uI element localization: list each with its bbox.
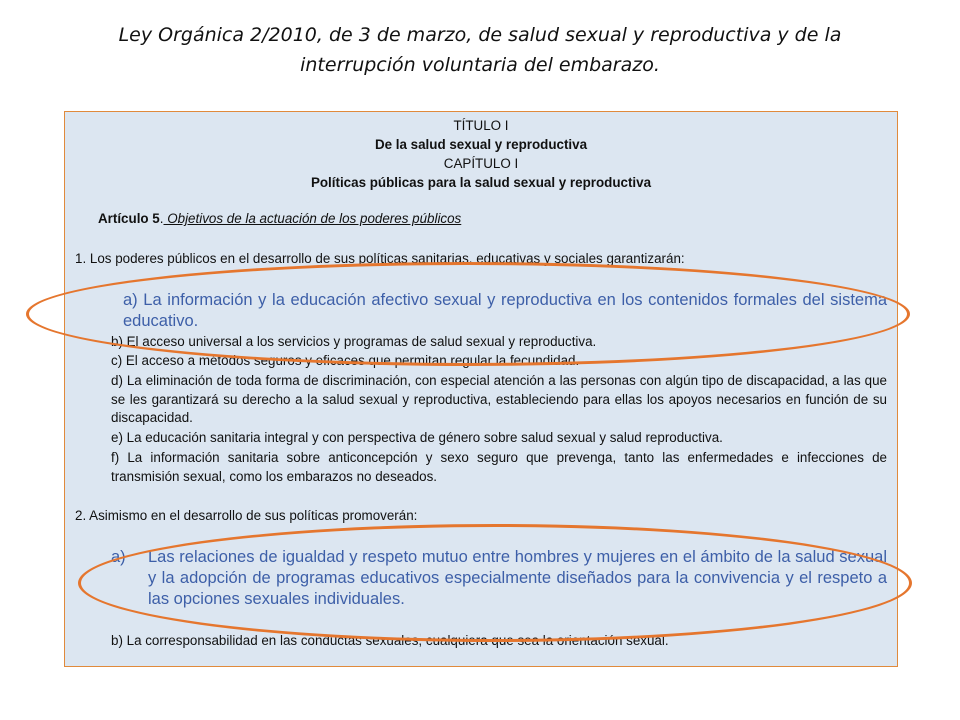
article-number: Artículo 5 <box>98 211 160 226</box>
s1-item-f: f) La información sanitaria sobre anticoncepción y sexo seguro que prevenga, tanto las enfermedades e infecciones de transmisión sexual, como los embarazos no deseados. <box>111 450 887 484</box>
article-title: Objetivos de la actuación de los poderes públicos <box>163 211 462 226</box>
section1-intro: 1. Los poderes públicos en el desarrollo de sus políticas sanitarias, educativas y sociales garantizarán: <box>75 251 685 266</box>
titulo-heading: TÍTULO I <box>453 118 509 133</box>
s1-item-a: a) La información y la educación afectivo sexual y reproductiva en los contenidos formales del sistema educativo. <box>123 291 887 330</box>
s2-item-a: Las relaciones de igualdad y respeto mutuo entre hombres y mujeres en el ámbito de la salud sexual y la adopción de programas educativos especialmente diseñados para la convivencia y el respeto a las opciones sexuales individuales. <box>148 548 887 608</box>
s1-item-e: e) La educación sanitaria integral y con perspectiva de género sobre salud sexual y salud reproductiva. <box>111 430 723 445</box>
s2-item-a-label: a) <box>111 548 126 566</box>
document-excerpt-box <box>64 111 898 667</box>
s1-item-c: c) El acceso a métodos seguros y eficaces que permitan regular la fecundidad. <box>111 353 580 368</box>
article-heading <box>98 211 461 226</box>
capitulo-heading: CAPÍTULO I <box>443 156 519 171</box>
capitulo-name: Políticas públicas para la salud sexual y reproductiva <box>310 175 652 190</box>
s1-item-b: b) El acceso universal a los servicios y programas de salud sexual y reproductiva. <box>111 334 597 349</box>
s2-item-b: b) La corresponsabilidad en las conductas sexuales, cualquiera que sea la orientación sexual. <box>111 633 669 648</box>
slide-title: Ley Orgánica 2/2010, de 3 de marzo, de salud sexual y reproductiva y de la interrupción voluntaria del embarazo. <box>118 24 842 76</box>
titulo-name: De la salud sexual y reproductiva <box>374 137 588 152</box>
s1-item-d: d) La eliminación de toda forma de discriminación, con especial atención a las personas con algún tipo de discapacidad, a las que se les garantizará su derecho a la salud sexual y reproductiva, estableciendo para ellas los apoyos necesarios en función de su discapacidad. <box>111 373 887 426</box>
article-separator: . <box>159 211 164 226</box>
section2-intro: 2. Asimismo en el desarrollo de sus políticas promoverán: <box>75 508 418 523</box>
